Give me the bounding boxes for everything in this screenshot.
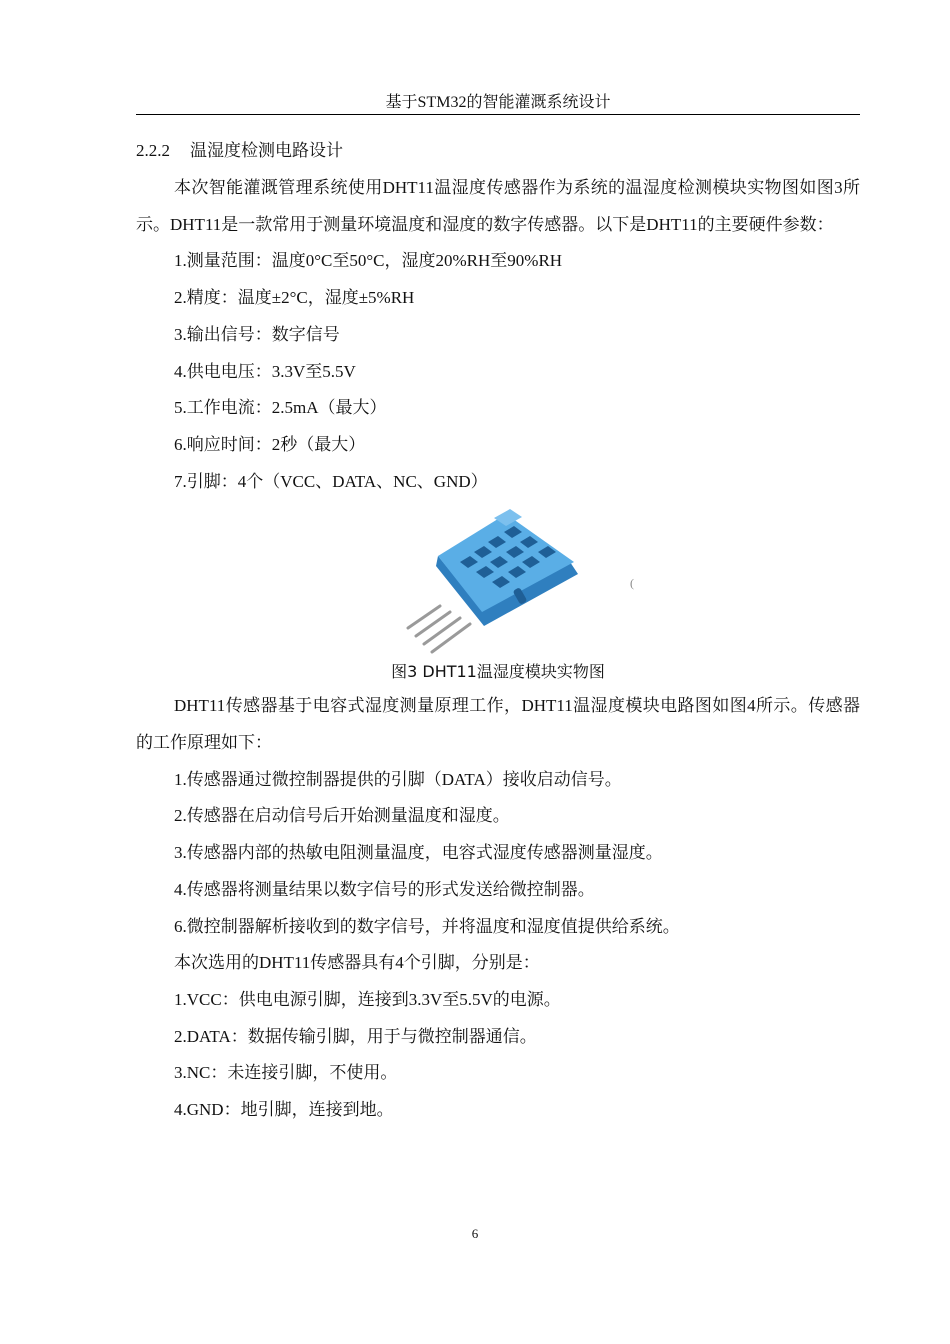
- param-item: 2.精度：温度±2°C，湿度±5%RH: [174, 288, 415, 308]
- document-body: [136, 136, 860, 1129]
- pin-item: 1.VCC：供电电源引脚，连接到3.3V至5.5V的电源。: [174, 989, 561, 1009]
- principle-paragraph: DHT11传感器基于电容式湿度测量原理工作，DHT11温湿度模块电路图如图4所示。传感器的工作原理如下：: [136, 696, 860, 753]
- param-item: 5.工作电流：2.5mA（最大）: [174, 398, 387, 418]
- param-item: 3.输出信号：数字信号: [174, 324, 340, 344]
- param-item: 6.响应时间：2秒（最大）: [174, 434, 366, 454]
- figure-dht11: [136, 508, 860, 658]
- pin-item: 4.GND：地引脚，连接到地。: [174, 1100, 394, 1120]
- page-number: 6: [471, 1226, 479, 1241]
- figure-side-mark: (: [630, 576, 634, 591]
- header-divider: [136, 114, 860, 115]
- principle-step: 3.传感器内部的热敏电阻测量温度，电容式湿度传感器测量湿度。: [174, 843, 663, 863]
- section-heading: [136, 136, 860, 166]
- principle-step: 6.微控制器解析接收到的数字信号，并将温度和湿度值提供给系统。: [174, 916, 680, 936]
- principle-step: 1.传感器通过微控制器提供的引脚（DATA）接收启动信号。: [174, 769, 622, 789]
- figure-caption: 图3 DHT11温湿度模块实物图: [391, 662, 605, 682]
- principle-step: 4.传感器将测量结果以数字信号的形式发送给微控制器。: [174, 879, 595, 899]
- pin-item: 2.DATA：数据传输引脚，用于与微控制器通信。: [174, 1026, 537, 1046]
- param-item: 1.测量范围：温度0°C至50°C，湿度20%RH至90%RH: [174, 251, 563, 271]
- page-header: 基于STM32的智能灌溉系统设计: [385, 94, 611, 111]
- param-item: 4.供电电压：3.3V至5.5V: [174, 361, 356, 381]
- intro-paragraph: 本次智能灌溉管理系统使用DHT11温湿度传感器作为系统的温湿度检测模块实物图如图3所示。DHT11是一款常用于测量环境温度和湿度的数字传感器。以下是DHT11的主要硬件参数：: [136, 178, 860, 234]
- pin-item: 3.NC：未连接引脚，不使用。: [174, 1063, 398, 1083]
- section-title: 温湿度检测电路设计: [190, 141, 343, 161]
- dht11-sensor-image: [398, 508, 598, 658]
- param-item: 7.引脚：4个（VCC、DATA、NC、GND）: [174, 471, 488, 491]
- section-number: 2.2.2: [136, 141, 170, 160]
- pins-intro: 本次选用的DHT11传感器具有4个引脚，分别是：: [174, 953, 540, 973]
- principle-step: 2.传感器在启动信号后开始测量温度和湿度。: [174, 806, 510, 826]
